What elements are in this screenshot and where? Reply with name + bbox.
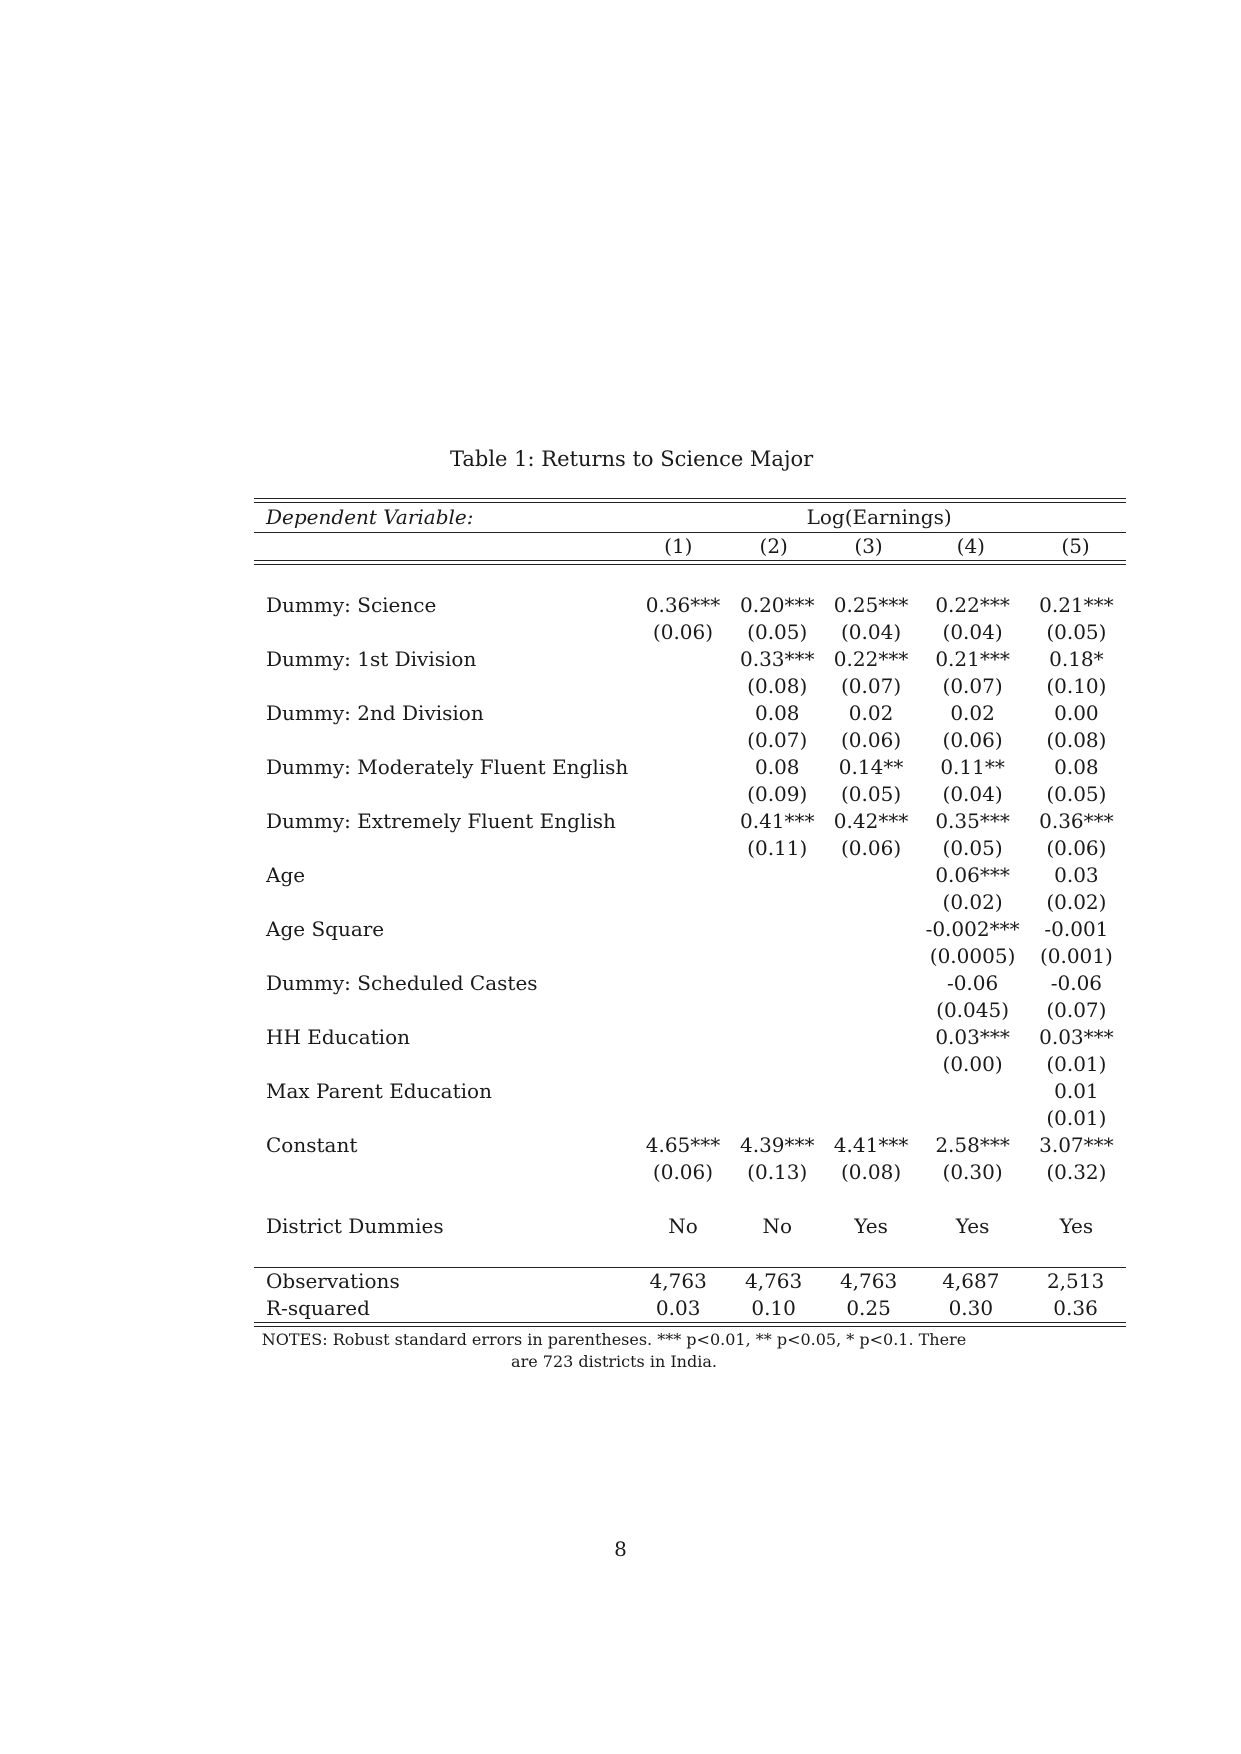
bottom-rule [254, 1326, 1126, 1327]
coefficient-cell: 0.02 [950, 701, 995, 725]
row-label: Age [266, 863, 306, 887]
coefficient-cell: 0.03*** [1039, 1025, 1114, 1049]
standard-error-cell: (0.32) [1046, 1160, 1107, 1184]
statistic-cell: 0.25 [846, 1296, 891, 1320]
coefficient-cell [635, 862, 731, 889]
standard-error-cell: (0.01) [1046, 1052, 1107, 1076]
table-notes: NOTES: Robust standard errors in parentheses. *** p<0.01, ** p<0.05, * p<0.1. There are 723 districts in India. [261, 1330, 967, 1371]
row-label-blank [254, 781, 635, 808]
standard-error-cell: (0.05) [1046, 620, 1107, 644]
standard-error-cell [635, 727, 731, 754]
standard-error-row [254, 1051, 1126, 1078]
coefficient-cell [731, 862, 824, 889]
statistic-cell: 4,763 [649, 1269, 707, 1293]
coefficient-row [254, 808, 1126, 835]
standard-error-cell: (0.06) [1046, 836, 1107, 860]
row-label-blank [254, 619, 635, 646]
standard-error-cell: (0.13) [747, 1160, 808, 1184]
row-label-blank [254, 1105, 635, 1132]
coefficient-cell [824, 1078, 919, 1105]
standard-error-row [254, 997, 1126, 1024]
coefficient-cell [731, 1078, 824, 1105]
standard-error-cell [731, 997, 824, 1024]
coefficient-row [254, 754, 1126, 781]
coefficient-row [254, 1078, 1126, 1105]
standard-error-row [254, 889, 1126, 916]
standard-error-cell: (0.07) [747, 728, 808, 752]
statistic-cell: 2,513 [1046, 1269, 1105, 1293]
coefficient-cell: 0.08 [1054, 755, 1099, 779]
standard-error-cell [731, 1105, 824, 1132]
standard-error-cell [635, 1105, 731, 1132]
indicator-cell: Yes [955, 1214, 990, 1238]
coefficient-cell: 2.58*** [935, 1133, 1010, 1157]
standard-error-cell: (0.05) [840, 782, 902, 806]
coefficient-cell: 0.36*** [645, 593, 721, 617]
coefficient-row [254, 1024, 1126, 1051]
standard-error-cell: (0.07) [840, 674, 902, 698]
standard-error-cell: (0.06) [840, 836, 902, 860]
standard-error-cell: (0.001) [1039, 944, 1113, 968]
dependent-variable-value: Log(Earnings) [806, 505, 952, 529]
row-label: Dummy: 2nd Division [266, 701, 484, 725]
coefficient-cell: 0.33*** [739, 647, 815, 671]
row-label-blank [254, 1159, 635, 1186]
coefficient-cell [824, 916, 919, 943]
row-label: Dummy: 1st Division [266, 647, 477, 671]
mid-rule [254, 560, 1126, 561]
row-label-blank [254, 835, 635, 862]
coefficient-cell [635, 754, 731, 781]
coefficient-row [254, 916, 1126, 943]
column-number: (1) [664, 534, 693, 558]
standard-error-cell: (0.11) [747, 836, 808, 860]
statistic-cell: 0.10 [751, 1296, 796, 1320]
coefficient-cell: 0.08 [754, 755, 800, 779]
spacer-row [254, 1186, 1126, 1213]
coefficient-cell: 0.42*** [833, 809, 909, 833]
coefficient-cell: 0.14** [838, 755, 904, 779]
standard-error-cell: (0.02) [942, 890, 1003, 914]
row-label-blank [254, 943, 635, 970]
coefficient-row [254, 646, 1126, 673]
row-label: R-squared [266, 1296, 370, 1320]
standard-error-cell: (0.06) [652, 1160, 714, 1184]
row-label: Dummy: Moderately Fluent English [266, 755, 629, 779]
spacer-row [254, 1240, 1126, 1267]
standard-error-cell [731, 1051, 824, 1078]
coefficient-cell [731, 970, 824, 997]
standard-error-row [254, 835, 1126, 862]
row-label: Dummy: Scheduled Castes [266, 971, 538, 995]
column-number: (4) [956, 534, 985, 558]
coefficient-cell [635, 1024, 731, 1051]
indicator-cell: Yes [1059, 1214, 1094, 1238]
dependent-variable-label: Dependent Variable: [266, 505, 474, 529]
standard-error-cell: (0.07) [942, 674, 1003, 698]
coefficient-cell [635, 970, 731, 997]
coefficient-cell [731, 916, 824, 943]
coefficient-cell [635, 916, 731, 943]
standard-error-row [254, 727, 1126, 754]
standard-error-cell: (0.07) [1046, 998, 1107, 1022]
standard-error-cell [635, 781, 731, 808]
standard-error-cell: (0.06) [652, 620, 714, 644]
standard-error-cell: (0.00) [942, 1052, 1003, 1076]
standard-error-cell [824, 997, 919, 1024]
coefficient-cell: 0.25*** [833, 593, 909, 617]
standard-error-cell [635, 835, 731, 862]
coefficient-cell: 0.36*** [1039, 809, 1114, 833]
coefficient-row [254, 862, 1126, 889]
standard-error-cell: (0.08) [747, 674, 808, 698]
standard-error-cell [824, 889, 919, 916]
coefficient-cell: -0.002*** [925, 917, 1020, 941]
row-label: HH Education [266, 1025, 411, 1049]
spacer-row [254, 565, 1126, 592]
standard-error-cell: (0.06) [942, 728, 1003, 752]
top-rule [254, 498, 1126, 499]
standard-error-cell: (0.02) [1046, 890, 1107, 914]
standard-error-row [254, 673, 1126, 700]
coefficient-cell [918, 1078, 1026, 1105]
column-number: (3) [854, 534, 883, 558]
coefficient-row [254, 1132, 1126, 1159]
row-label: District Dummies [266, 1214, 444, 1238]
standard-error-cell [824, 1051, 919, 1078]
column-number: (2) [759, 534, 788, 558]
table-caption: Table 1: Returns to Science Major [450, 447, 814, 471]
standard-error-cell: (0.0005) [929, 944, 1016, 968]
standard-error-cell [731, 943, 824, 970]
coefficient-cell: 0.03*** [935, 1025, 1010, 1049]
statistic-cell: 4,763 [744, 1269, 803, 1293]
standard-error-cell: (0.045) [936, 998, 1010, 1022]
coefficient-cell: 0.21*** [1039, 593, 1114, 617]
standard-error-cell: (0.04) [840, 620, 902, 644]
coefficient-cell: 4.39*** [739, 1133, 815, 1157]
statistic-cell: 0.36 [1053, 1296, 1098, 1320]
row-label-blank [254, 997, 635, 1024]
standard-error-cell [824, 1105, 919, 1132]
row-label: Max Parent Education [266, 1079, 492, 1103]
coefficient-cell: 0.11** [940, 755, 1005, 779]
coefficient-cell [824, 970, 919, 997]
table-statistics [254, 1268, 1126, 1322]
standard-error-row [254, 1105, 1126, 1132]
standard-error-row [254, 1159, 1126, 1186]
coefficient-cell [635, 808, 731, 835]
standard-error-cell [824, 943, 919, 970]
standard-error-cell [731, 889, 824, 916]
standard-error-cell: (0.05) [942, 836, 1003, 860]
page-number: 8 [614, 1537, 627, 1561]
coefficient-cell: 0.01 [1054, 1079, 1099, 1103]
coefficient-cell: 0.21*** [935, 647, 1010, 671]
row-label-blank [254, 1051, 635, 1078]
statistic-cell: 0.03 [655, 1296, 701, 1320]
regression-table [254, 498, 1126, 1373]
table-body [254, 565, 1126, 1267]
standard-error-cell: (0.04) [942, 782, 1003, 806]
statistic-cell: 4,687 [942, 1269, 1000, 1293]
row-label-blank [254, 673, 635, 700]
coefficient-cell: 0.35*** [935, 809, 1010, 833]
coefficient-cell: 0.03 [1054, 863, 1099, 887]
coefficient-cell: 0.41*** [739, 809, 815, 833]
coefficient-cell: 0.18* [1049, 647, 1104, 671]
observations-row [254, 1268, 1126, 1295]
standard-error-cell: (0.04) [942, 620, 1003, 644]
coefficient-cell: 0.08 [754, 701, 800, 725]
standard-error-cell [918, 1105, 1026, 1132]
coefficient-cell: 4.41*** [833, 1133, 909, 1157]
standard-error-cell [635, 1051, 731, 1078]
standard-error-cell: (0.08) [840, 1160, 902, 1184]
indicator-cell: No [762, 1214, 793, 1238]
coefficient-cell [824, 1024, 919, 1051]
coefficient-row [254, 700, 1126, 727]
coefficient-row [254, 970, 1126, 997]
standard-error-cell [635, 943, 731, 970]
coefficient-cell: -0.06 [1050, 971, 1103, 995]
row-label-blank [254, 727, 635, 754]
coefficient-cell [635, 1078, 731, 1105]
statistic-cell: 4,763 [839, 1269, 898, 1293]
coefficient-cell: 0.00 [1054, 701, 1099, 725]
coefficient-cell [731, 1024, 824, 1051]
standard-error-cell: (0.08) [1046, 728, 1107, 752]
row-label: Age Square [266, 917, 385, 941]
standard-error-cell: (0.30) [942, 1160, 1003, 1184]
standard-error-cell: (0.01) [1046, 1106, 1107, 1130]
row-label: Dummy: Extremely Fluent English [266, 809, 616, 833]
row-label: Observations [266, 1269, 400, 1293]
row-label-blank [254, 889, 635, 916]
district-dummies-row [254, 1213, 1126, 1240]
coefficient-cell: 3.07*** [1039, 1133, 1114, 1157]
coefficient-cell: 0.22*** [833, 647, 909, 671]
r-squared-row [254, 1295, 1126, 1322]
coefficient-cell: 0.02 [848, 701, 894, 725]
coefficient-cell: 0.20*** [739, 593, 815, 617]
coefficient-cell: -0.06 [946, 971, 999, 995]
coefficient-cell: -0.001 [1044, 917, 1109, 941]
row-label: Dummy: Science [266, 593, 437, 617]
standard-error-cell [635, 997, 731, 1024]
statistic-cell: 0.30 [948, 1296, 994, 1320]
standard-error-cell: (0.05) [1046, 782, 1107, 806]
column-numbers [254, 533, 1126, 560]
coefficient-cell: 4.65*** [645, 1133, 721, 1157]
bottom-rule [254, 1322, 1126, 1323]
standard-error-cell [635, 673, 731, 700]
standard-error-cell: (0.10) [1046, 674, 1107, 698]
standard-error-row [254, 619, 1126, 646]
indicator-cell: Yes [854, 1214, 888, 1238]
coefficient-cell [635, 700, 731, 727]
coefficient-cell [635, 646, 731, 673]
standard-error-row [254, 781, 1126, 808]
table-header [254, 503, 1126, 532]
standard-error-cell [635, 889, 731, 916]
indicator-cell: No [668, 1214, 698, 1238]
standard-error-row [254, 943, 1126, 970]
row-label: Constant [266, 1133, 358, 1157]
coefficient-cell [824, 862, 919, 889]
standard-error-cell: (0.09) [747, 782, 808, 806]
coefficient-cell: 0.06*** [935, 863, 1010, 887]
coefficient-cell: 0.22*** [935, 593, 1010, 617]
standard-error-cell: (0.05) [747, 620, 808, 644]
standard-error-cell: (0.06) [840, 728, 902, 752]
column-number: (5) [1061, 534, 1090, 558]
coefficient-row [254, 592, 1126, 619]
